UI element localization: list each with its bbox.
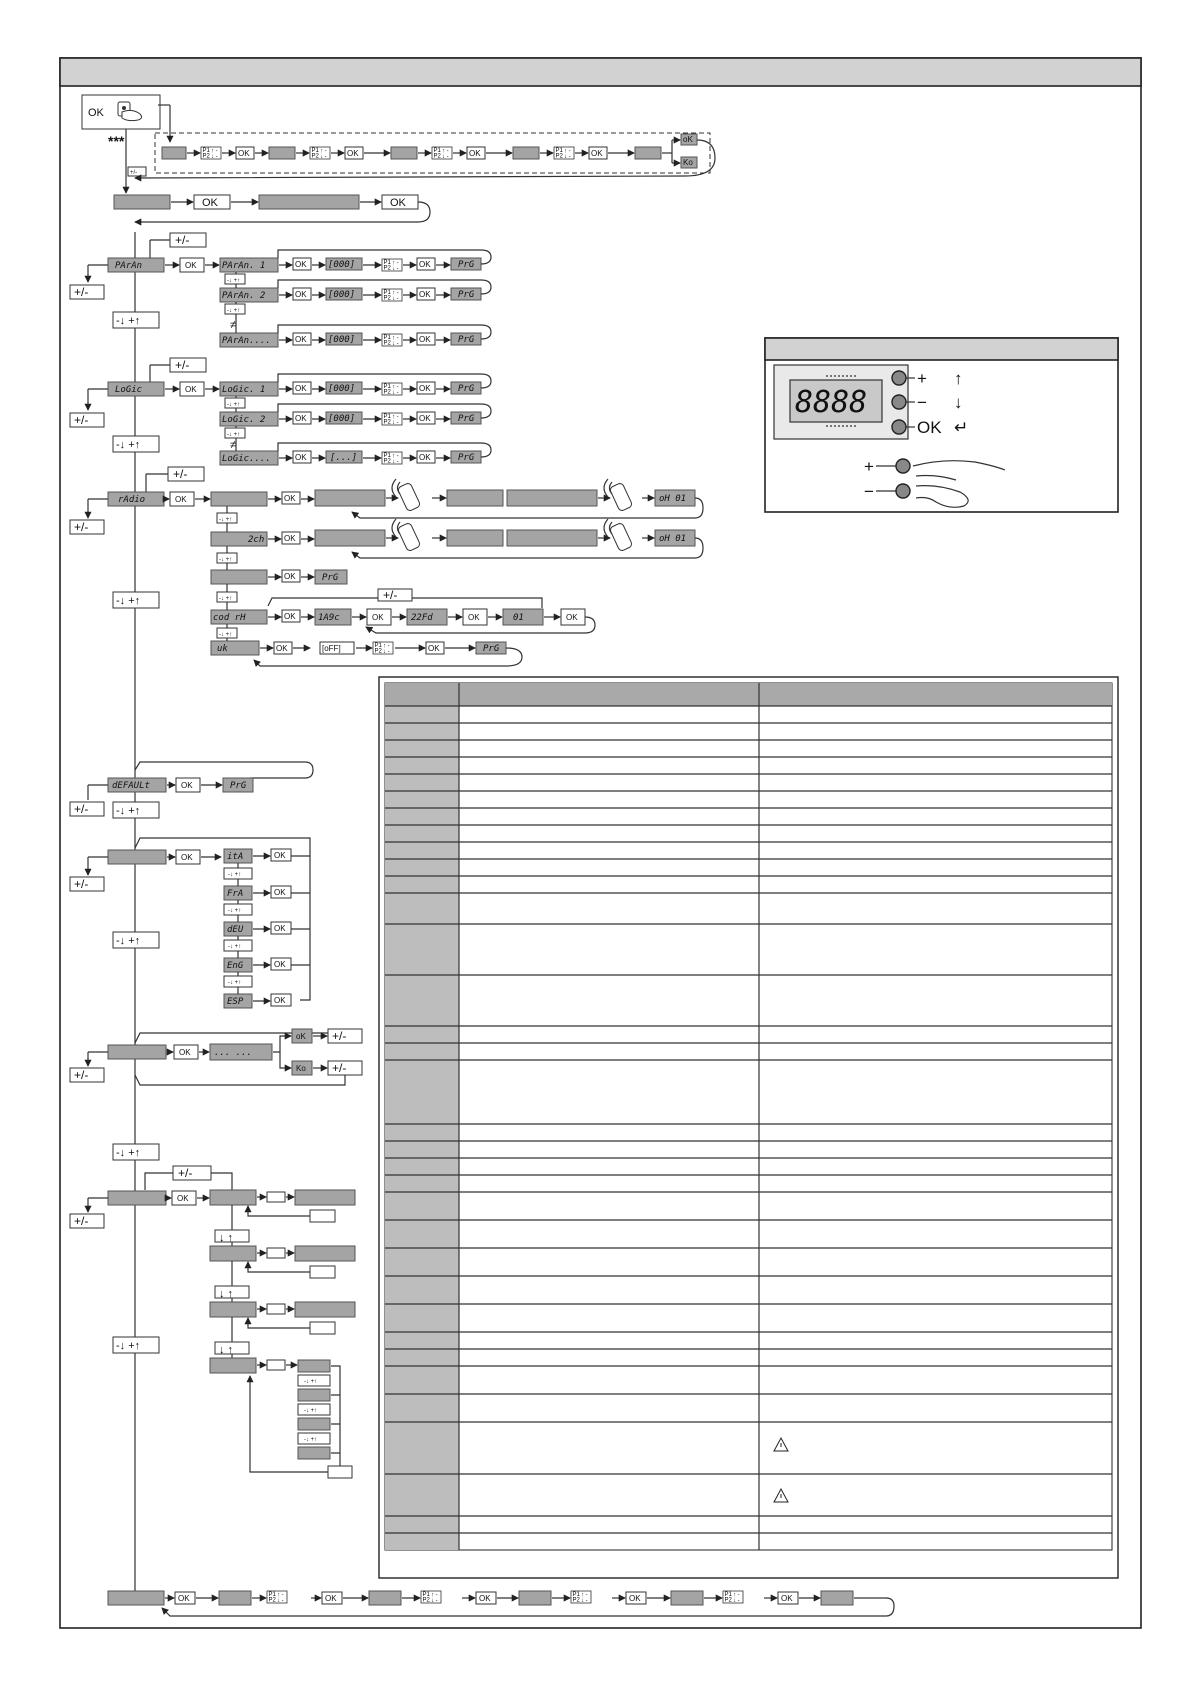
ok-label: OK <box>295 414 307 423</box>
prg-label: PrG <box>458 290 475 300</box>
ok-label: OK <box>419 453 431 462</box>
ok-label: OK <box>419 414 431 423</box>
down-up-label: -↓ +↑ <box>116 935 141 947</box>
setup-box <box>114 195 170 209</box>
ok-seq-label: OK <box>347 149 359 158</box>
down-up-plain-label: ↓ ↑ <box>219 1288 234 1300</box>
radio-item-box[interactable] <box>211 492 267 506</box>
result-label: oH 01 <box>659 494 687 504</box>
page-header-bar <box>60 58 1141 86</box>
language-item-label: EnG <box>227 961 244 971</box>
ok-label: OK <box>629 1594 641 1603</box>
seq-box <box>821 1591 853 1605</box>
radio-item-label: uk <box>217 644 228 654</box>
down-up-small-label: -↓ +↑ <box>228 944 242 950</box>
language-item-label: ESP <box>227 997 244 1007</box>
down-up-small-label: -↓ +↑ <box>219 632 233 638</box>
ok-label: OK <box>274 960 286 969</box>
radio-wait-box <box>447 530 503 546</box>
down-up-plain-label: ↓ ↑ <box>219 1232 234 1244</box>
ko-result-label: Ko <box>296 1064 306 1073</box>
stat-detail-box <box>295 1302 355 1317</box>
code-label: [000] <box>328 335 356 345</box>
parameter-table <box>379 677 1118 1578</box>
ok-label: OK <box>276 644 288 653</box>
seq-box <box>369 1591 401 1605</box>
plusminus-label: +/- <box>332 1029 347 1043</box>
ok-label: OK <box>295 384 307 393</box>
ok-result-label: oK <box>683 135 693 144</box>
down-up-small-label: -↓ +↑ <box>227 278 241 284</box>
plusminus-label: +/- <box>383 588 398 602</box>
ok-label: OK <box>274 996 286 1005</box>
ok-label: OK <box>419 384 431 393</box>
p1-p2-icon <box>310 147 330 160</box>
p1-p2-icon <box>382 259 402 272</box>
p1-p2-icon <box>432 147 452 160</box>
ok-label: OK <box>284 534 296 543</box>
key-plus-button[interactable] <box>892 371 906 385</box>
ok-label: OK <box>185 385 197 394</box>
arrow-up-icon: ↑ <box>954 369 963 388</box>
programming-diagram: P1 P2 ↑ - ↓ - OK *** +/- OK OK OK OK oK Ko OK OK +/- PArAn OK +/- -↓ +↑ PArAn. 1 PArAn. 2 PArAn.... -↓ +↑ -↓ +↑ ≠ OK [000] OK PrG OK [000] OK PrG OK [000] OK PrG +/- LoGic OK +/- -↓ +↑ LoGic. 1 LoGic. 2 LoGic.... -↓ +↑ -↓ +↑ ≠ OK [000] OK PrG OK [000] OK PrG OK [...] OK PrG +/- rAdio OK +/- -↓ +↑ 2ch cod rH uk -↓ +↑ -↓ +↑ -↓ +↑ -↓ +↑ OK oH 01 OK oH 01 OK PrG +/- OK 1A9c OK 22Fd OK 01 OK OK [oFF] OK PrG 8888 + ↑ − ↓ OK ↵ + − dEFAULt OK PrG +/- -↓ +↑ OK +/- -↓ +↑ itA FrA dEU EnG ESP -↓ +↑ -↓ +↑ -↓ +↑ -↓ +↑ OK OK OK OK OK OK ... ... oK Ko +/- +/- +/- -↓ +↑ +/- OK +/- -↓ +↑ ↓ ↑ ↓ ↑ ↓ ↑ -↓ +↑ -↓ +↑ -↓ +↑ OK OK OK OK OK <box>0 0 1191 1684</box>
ok-label: OK <box>202 197 218 209</box>
key-minus-symbol: − <box>917 393 927 412</box>
param-item-label: PArAn.... <box>222 336 271 346</box>
stat-item-box[interactable] <box>210 1190 256 1205</box>
stat-sub-box <box>298 1447 330 1459</box>
down-up-small-label: -↓ +↑ <box>304 1437 318 1443</box>
table-first-column <box>385 706 459 1550</box>
radio-item-box[interactable] <box>211 570 267 584</box>
ok-label: OK <box>284 572 296 581</box>
table-inner-frame <box>385 683 1112 1550</box>
plusminus-small-label: +/- <box>130 170 138 176</box>
table-header-row <box>385 683 1112 706</box>
ok-label: OK <box>274 851 286 860</box>
ok-label: OK <box>181 853 193 862</box>
radio-wait-box <box>315 490 385 506</box>
plusminus-side-label: +/- <box>74 520 89 534</box>
p1-p2-icon <box>267 1591 287 1604</box>
p1-p2-icon <box>382 452 402 465</box>
plusminus-label: +/- <box>332 1061 347 1075</box>
code-rh-label: 1A9c <box>318 613 340 623</box>
radio-menu-label: rAdio <box>118 495 146 505</box>
key-minus-button[interactable] <box>892 395 906 409</box>
seq-box <box>513 147 539 159</box>
ok-seq-label: OK <box>238 149 250 158</box>
plusminus-label: +/- <box>173 467 188 481</box>
down-up-plain-label: ↓ ↑ <box>219 1344 234 1356</box>
ok-label: OK <box>479 1594 491 1603</box>
arrow-down-icon: ↓ <box>954 393 963 412</box>
stat-value-box <box>267 1248 285 1258</box>
seq-box <box>219 1591 251 1605</box>
press-plus-symbol: + <box>864 457 874 476</box>
p1-p2-icon <box>421 1591 441 1604</box>
stat-detail-box <box>295 1246 355 1261</box>
ok-label: OK <box>372 613 384 622</box>
param-menu-label: PArAn <box>115 261 143 271</box>
stat-sub-box <box>298 1360 330 1372</box>
language-item-label: itA <box>227 852 244 862</box>
code-rh-label: 22Fd <box>411 613 433 623</box>
ok-label: OK <box>419 290 431 299</box>
press-plus-button[interactable] <box>896 459 910 473</box>
ok-label: OK <box>390 197 406 209</box>
p1-p2-icon <box>382 334 402 347</box>
logic-item-label: LoGic. 2 <box>222 415 266 425</box>
ok-label: OK <box>295 290 307 299</box>
stat-item-box[interactable] <box>210 1358 256 1373</box>
down-up-small-label: -↓ +↑ <box>228 980 242 986</box>
code-label: [000] <box>328 384 356 394</box>
language-item-label: FrA <box>227 889 244 899</box>
param-item-label: PArAn. 1 <box>222 261 266 271</box>
code-rh-label: 01 <box>513 613 524 623</box>
code-label: [000] <box>328 260 356 270</box>
result-label: oH 01 <box>659 534 687 544</box>
key-ok-symbol: OK <box>917 418 942 437</box>
stats-menu-box[interactable] <box>108 1191 166 1205</box>
p1-p2-icon <box>554 147 574 160</box>
down-up-small-label: -↓ +↑ <box>304 1379 318 1385</box>
seq-box <box>519 1591 551 1605</box>
off-label: [oFF] <box>322 644 341 653</box>
code-label: [...] <box>330 453 358 463</box>
plusminus-label: +/- <box>175 358 190 372</box>
language-menu-box[interactable] <box>108 850 166 864</box>
test-menu-box[interactable] <box>108 1045 166 1059</box>
down-up-label: -↓ +↑ <box>116 805 141 817</box>
p1-p2-icon <box>382 383 402 396</box>
p1-p2-icon <box>382 413 402 426</box>
ok-seq-label: OK <box>591 149 603 158</box>
down-up-small-label: -↓ +↑ <box>219 596 233 602</box>
prg-label: PrG <box>458 335 475 345</box>
press-minus-button[interactable] <box>896 484 910 498</box>
stat-value-box <box>267 1360 285 1370</box>
ok-label: OK <box>284 612 296 621</box>
seq-box <box>391 147 417 159</box>
code-label: [000] <box>328 414 356 424</box>
prg-label: PrG <box>458 384 475 394</box>
ok-label: OK <box>274 888 286 897</box>
ok-label: OK <box>175 495 187 504</box>
key-ok-button[interactable] <box>892 420 906 434</box>
ok-label: OK <box>428 644 440 653</box>
radio-wait-box <box>447 490 503 506</box>
key-plus-symbol: + <box>917 369 927 388</box>
ok-label: OK <box>295 260 307 269</box>
ok-label: OK <box>295 335 307 344</box>
ok-label: OK <box>781 1594 793 1603</box>
p1-p2-icon <box>571 1591 591 1604</box>
logic-menu-label: LoGic <box>115 385 143 395</box>
stat-sub-box <box>298 1418 330 1430</box>
radio-item-label: cod rH <box>213 613 246 623</box>
ok-label: OK <box>185 261 197 270</box>
ok-result-label: oK <box>296 1032 306 1041</box>
down-up-small-label: -↓ +↑ <box>228 908 242 914</box>
p1-p2-icon <box>373 642 393 655</box>
down-up-label: -↓ +↑ <box>116 315 141 327</box>
stat-item-box[interactable] <box>210 1302 256 1317</box>
keypad-header <box>765 338 1118 360</box>
stat-item-box[interactable] <box>210 1246 256 1261</box>
stat-value-box <box>267 1304 285 1314</box>
p1-p2-icon <box>382 289 402 302</box>
down-up-label: -↓ +↑ <box>116 1147 141 1159</box>
seq-box <box>671 1591 703 1605</box>
p1-p2-icon <box>201 147 221 160</box>
down-up-small-label: -↓ +↑ <box>219 557 233 563</box>
plusminus-side-label: +/- <box>74 285 89 299</box>
down-up-small-label: -↓ +↑ <box>219 517 233 523</box>
plusminus-side-label: +/- <box>74 1068 89 1082</box>
ok-label: OK <box>284 494 296 503</box>
ko-result-label: Ko <box>683 158 693 167</box>
plusminus-label: +/- <box>178 1166 193 1180</box>
ok-label: OK <box>181 781 193 790</box>
plusminus-side-label: +/- <box>74 1214 89 1228</box>
waiting-label: ... ... <box>214 1048 252 1058</box>
down-up-small-label: -↓ +↑ <box>227 308 241 314</box>
stat-value-box <box>267 1192 285 1202</box>
enter-arrow-icon: ↵ <box>954 418 969 437</box>
ok-label: OK <box>325 1594 337 1603</box>
ok-label: OK <box>419 335 431 344</box>
prg-label: PrG <box>458 453 475 463</box>
p1-p2-icon <box>723 1591 743 1604</box>
param-item-label: PArAn. 2 <box>222 291 266 301</box>
prg-label: PrG <box>458 414 475 424</box>
lcd-display-value: 8888 <box>795 385 868 420</box>
ok-label: OK <box>468 613 480 622</box>
radio-wait-box <box>315 530 385 546</box>
ok-label: OK <box>295 453 307 462</box>
ok-label: OK <box>177 1194 189 1203</box>
ok-label: OK <box>179 1048 191 1057</box>
stat-small-box <box>310 1322 335 1334</box>
plusminus-side-label: +/- <box>74 802 89 816</box>
language-item-label: dEU <box>227 925 244 935</box>
ok-label: OK <box>566 613 578 622</box>
down-up-small-label: -↓ +↑ <box>227 402 241 408</box>
ok-entry-label: OK <box>88 107 104 119</box>
setup-long-box <box>259 195 359 209</box>
keypad-panel <box>765 338 1118 512</box>
radio-item-label: 2ch <box>248 535 265 545</box>
bottom-start-box[interactable] <box>108 1591 164 1605</box>
down-up-label: -↓ +↑ <box>116 595 141 607</box>
continuation-mark: ≠ <box>230 319 237 331</box>
ok-label: OK <box>178 1594 190 1603</box>
down-up-label: -↓ +↑ <box>116 439 141 451</box>
ok-seq-label: OK <box>469 149 481 158</box>
ok-label: OK <box>419 260 431 269</box>
plusminus-side-label: +/- <box>74 877 89 891</box>
plusminus-side-label: +/- <box>74 413 89 427</box>
stat-small-box <box>328 1466 352 1478</box>
seq-box <box>635 147 661 159</box>
prg-label: PrG <box>458 260 475 270</box>
radio-wait-box <box>507 530 597 546</box>
code-label: [000] <box>328 290 356 300</box>
down-up-small-label: -↓ +↑ <box>228 872 242 878</box>
logic-item-label: LoGic. 1 <box>222 385 266 395</box>
default-menu-label: dEFAULt <box>112 781 150 791</box>
prg-label: PrG <box>230 781 247 791</box>
radio-wait-box <box>507 490 597 506</box>
seq-box <box>162 147 186 159</box>
down-up-small-label: -↓ +↑ <box>304 1408 318 1414</box>
seq-box <box>269 147 295 159</box>
stat-small-box <box>310 1266 335 1278</box>
press-minus-symbol: − <box>864 482 874 501</box>
logic-item-label: LoGic.... <box>222 454 271 464</box>
continuation-mark: ≠ <box>230 439 237 451</box>
stat-sub-box <box>298 1389 330 1401</box>
stat-small-box <box>310 1210 335 1222</box>
ok-label: OK <box>274 924 286 933</box>
stat-detail-box <box>295 1190 355 1205</box>
down-up-label: -↓ +↑ <box>116 1340 141 1352</box>
down-up-small-label: -↓ +↑ <box>227 432 241 438</box>
prg-label: PrG <box>322 573 339 583</box>
stars-label: *** <box>108 133 125 149</box>
plusminus-label: +/- <box>175 233 190 247</box>
prg-label: PrG <box>483 644 500 654</box>
